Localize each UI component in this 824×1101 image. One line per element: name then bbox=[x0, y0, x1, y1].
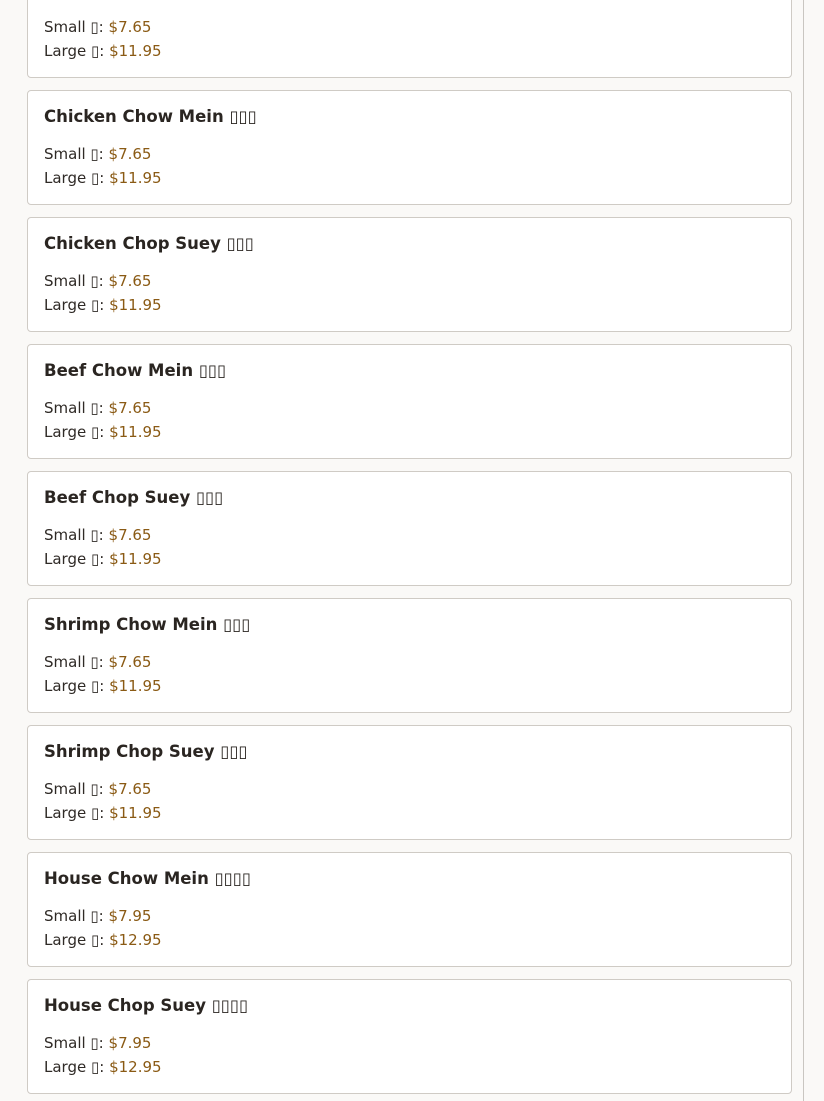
small-price-row bbox=[44, 142, 775, 166]
large-price-row bbox=[44, 674, 775, 698]
small-price-row bbox=[44, 777, 775, 801]
large-price-row bbox=[44, 166, 775, 190]
small-price: $7.65 bbox=[108, 780, 152, 798]
small-price-row bbox=[44, 1031, 775, 1055]
large-price: $11.95 bbox=[109, 42, 162, 60]
small-size-label: Small ▯: bbox=[44, 272, 104, 290]
small-price-row bbox=[44, 904, 775, 928]
large-price-row bbox=[44, 293, 775, 317]
item-name: Shrimp Chow Mein ▯▯▯ bbox=[44, 615, 251, 634]
small-size-label: Small ▯: bbox=[44, 780, 104, 798]
menu-card[interactable] bbox=[27, 471, 792, 586]
menu-card[interactable] bbox=[27, 979, 792, 1094]
small-price: $7.95 bbox=[108, 907, 152, 925]
item-name: Shrimp Chop Suey ▯▯▯ bbox=[44, 742, 248, 761]
small-price-row bbox=[44, 650, 775, 674]
item-name: House Chow Mein ▯▯▯▯ bbox=[44, 869, 251, 888]
large-size-label: Large ▯: bbox=[44, 296, 105, 314]
menu-card[interactable] bbox=[27, 0, 792, 78]
scroll-area-border bbox=[803, 0, 804, 1101]
small-price-row bbox=[44, 15, 775, 39]
large-price: $12.95 bbox=[109, 931, 162, 949]
large-price: $11.95 bbox=[109, 423, 162, 441]
small-size-label: Small ▯: bbox=[44, 145, 104, 163]
large-price-row bbox=[44, 39, 775, 63]
small-price: $7.65 bbox=[108, 653, 152, 671]
large-size-label: Large ▯: bbox=[44, 1058, 105, 1076]
small-price: $7.65 bbox=[108, 18, 152, 36]
menu-card[interactable] bbox=[27, 217, 792, 332]
small-price: $7.65 bbox=[108, 145, 152, 163]
small-price-row bbox=[44, 523, 775, 547]
small-price-row bbox=[44, 396, 775, 420]
menu-card[interactable] bbox=[27, 725, 792, 840]
large-size-label: Large ▯: bbox=[44, 804, 105, 822]
item-name: Beef Chop Suey ▯▯▯ bbox=[44, 488, 224, 507]
small-size-label: Small ▯: bbox=[44, 399, 104, 417]
large-price-row bbox=[44, 1055, 775, 1079]
large-price: $12.95 bbox=[109, 1058, 162, 1076]
large-size-label: Large ▯: bbox=[44, 169, 105, 187]
large-size-label: Large ▯: bbox=[44, 550, 105, 568]
large-size-label: Large ▯: bbox=[44, 931, 105, 949]
small-price: $7.95 bbox=[108, 1034, 152, 1052]
menu-list bbox=[27, 0, 792, 1101]
small-size-label: Small ▯: bbox=[44, 1034, 104, 1052]
large-price-row bbox=[44, 547, 775, 571]
small-price: $7.65 bbox=[108, 526, 152, 544]
large-price: $11.95 bbox=[109, 550, 162, 568]
small-size-label: Small ▯: bbox=[44, 907, 104, 925]
large-size-label: Large ▯: bbox=[44, 677, 105, 695]
large-price: $11.95 bbox=[109, 677, 162, 695]
small-price-row bbox=[44, 269, 775, 293]
small-size-label: Small ▯: bbox=[44, 18, 104, 36]
item-name: Beef Chow Mein ▯▯▯ bbox=[44, 361, 227, 380]
small-size-label: Small ▯: bbox=[44, 526, 104, 544]
large-price-row bbox=[44, 420, 775, 444]
item-name: Chicken Chow Mein ▯▯▯ bbox=[44, 107, 257, 126]
large-price-row bbox=[44, 928, 775, 952]
menu-card[interactable] bbox=[27, 598, 792, 713]
item-name: House Chop Suey ▯▯▯▯ bbox=[44, 996, 249, 1015]
large-price: $11.95 bbox=[109, 804, 162, 822]
large-price-row bbox=[44, 801, 775, 825]
item-name: Chicken Chop Suey ▯▯▯ bbox=[44, 234, 254, 253]
large-price: $11.95 bbox=[109, 296, 162, 314]
large-price: $11.95 bbox=[109, 169, 162, 187]
menu-card[interactable] bbox=[27, 852, 792, 967]
small-size-label: Small ▯: bbox=[44, 653, 104, 671]
small-price: $7.65 bbox=[108, 399, 152, 417]
large-size-label: Large ▯: bbox=[44, 42, 105, 60]
small-price: $7.65 bbox=[108, 272, 152, 290]
menu-card[interactable] bbox=[27, 90, 792, 205]
large-size-label: Large ▯: bbox=[44, 423, 105, 441]
menu-card[interactable] bbox=[27, 344, 792, 459]
